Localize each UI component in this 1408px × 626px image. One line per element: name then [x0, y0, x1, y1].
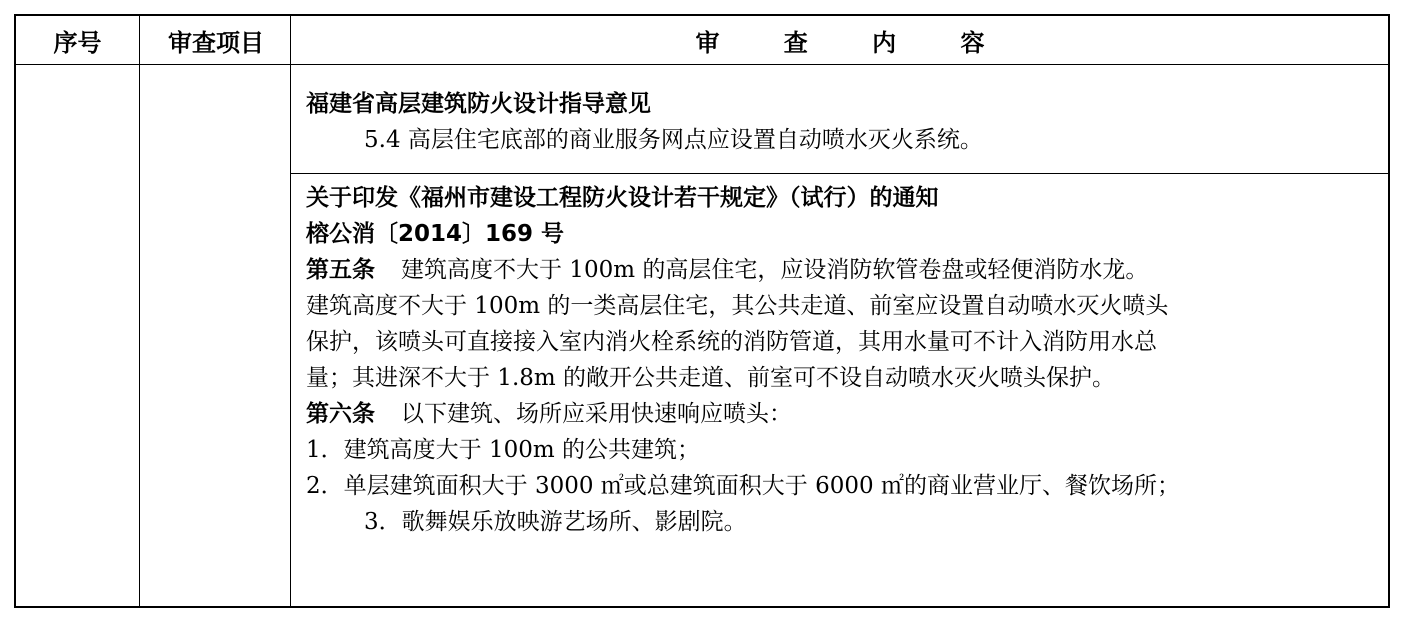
article-label: 第五条: [306, 257, 375, 283]
content-section-fuzhou-regulation: [292, 180, 1388, 540]
header-divider: [16, 64, 1388, 65]
article-text: 建筑高度不大于 100m 的高层住宅，应设消防软管卷盘或轻便消防水龙。: [401, 257, 1149, 283]
content-section-fujian-guideline: [292, 86, 1388, 158]
header-review-item: 审查项目: [168, 28, 264, 57]
review-table: [14, 14, 1390, 608]
article-label: 第六条: [306, 401, 375, 427]
column-divider: [139, 16, 140, 606]
column-divider: [290, 16, 291, 606]
section-title: 福建省高层建筑防火设计指导意见: [306, 91, 651, 117]
clause-text: 5.4 高层住宅底部的商业服务网点应设置自动喷水灭火系统。: [364, 127, 983, 153]
list-item: 1．建筑高度大于 100m 的公共建筑；: [306, 437, 700, 463]
article-5-heading: [306, 252, 1388, 288]
paragraph-line: 量；其进深不大于 1.8m 的敞开公共走道、前室可不设自动喷水灭火喷头保护。: [306, 365, 1116, 391]
article-6-heading: [306, 396, 1388, 432]
article-text: 以下建筑、场所应采用快速响应喷头：: [401, 401, 792, 427]
section-divider: [290, 173, 1388, 174]
header-serial-number: 序号: [53, 28, 102, 57]
document-number: 榕公消〔2014〕169 号: [306, 221, 565, 247]
header-review-content: 审 查 内 容: [695, 28, 1013, 57]
paragraph-line: 保护，该喷头可直接接入室内消火栓系统的消防管道，其用水量可不计入消防用水总: [306, 329, 1157, 355]
list-item: 2．单层建筑面积大于 3000 ㎡或总建筑面积大于 6000 ㎡的商业营业厅、餐饮场所；: [306, 473, 1180, 499]
list-item: 3．歌舞娱乐放映游艺场所、影剧院。: [364, 509, 747, 535]
paragraph-line: 建筑高度不大于 100m 的一类高层住宅，其公共走道、前室应设置自动喷水灭火喷头: [306, 293, 1169, 319]
section-title: 关于印发《福州市建设工程防火设计若干规定》（试行）的通知: [306, 185, 939, 211]
